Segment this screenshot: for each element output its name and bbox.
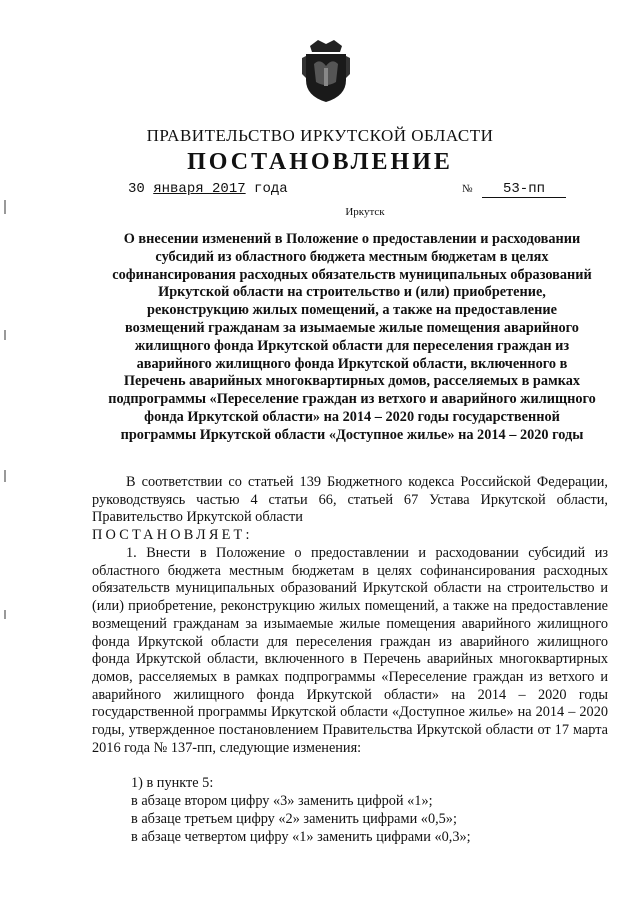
document-type: ПОСТАНОВЛЕНИЕ — [187, 149, 453, 175]
subitem-1: 1) в пункте 5: — [131, 775, 214, 791]
item-1-paragraph: 1. Внести в Положение о предоставлении и расходовании субсидий из областного бюджета местным бюджетам в целях софинансирования расходных обязательств муниципальных образований Иркутской области на строительство и (или) приобретение, реконструкцию жилых помещений, а также на предоставление возмещений гражданам за изымаемые жилые помещения аварийного жилищного фонда Иркутской области для переселения граждан из аварийного жилищного фонда Иркутской области, включенного в Перечень аварийных многоквартирных домов, расселяемых в рамках подпрограммы «Переселение граждан из ветхого и аварийного жилищного фонда Иркутской области» на 2014 – 2020 годы государственной программы Иркутской области «Доступное жилье» на 2014 – 2020 годы, утвержденное постановлением Правительства Иркутской области от 17 марта 2016 года № 137-пп, следующие изменения: — [92, 545, 608, 756]
coat-of-arms-icon — [300, 38, 352, 104]
date-month-year: января 2017 — [153, 181, 246, 197]
government-name: ПРАВИТЕЛЬСТВО ИРКУТСКОЙ ОБЛАСТИ — [146, 126, 494, 145]
preamble-paragraph: В соответствии со статьей 139 Бюджетного кодекса Российской Федерации, руководствуясь частью 4 статьи 66, статьей 67 Устава Иркутской области, Правительство Иркутской области — [92, 474, 608, 526]
change-line-b: в абзаце третьем цифру «2» заменить цифрами «0,5»; — [131, 811, 457, 827]
city: Иркутск — [345, 206, 385, 218]
change-line-a: в абзаце втором цифру «3» заменить цифрой «1»; — [131, 793, 433, 809]
document-title: О внесении изменений в Положение о предоставлении и расходовании субсидий из областного бюджета местным бюджетам в целях софинансирования расходных обязательств муниципальных образований Иркутской области на строительство и (или) приобретение, реконструкцию жилых помещений, а также на предоставление возмещений гражданам за изымаемые жилые помещения аварийного жилищного фонда Иркутской области для переселения граждан из аварийного жилищного фонда Иркутской области, включенного в Перечень аварийных многоквартирных домов, расселяемых в рамках подпрограммы «Переселение граждан из ветхого и аварийного жилищного фонда Иркутской области» на 2014 – 2020 годы государственной программы Иркутской области «Доступное жилье» на 2014 – 2020 годы — [108, 231, 596, 443]
date-suffix: года — [254, 181, 288, 197]
change-line-c: в абзаце четвертом цифру «1» заменить цифрами «0,3»; — [131, 829, 471, 845]
document-number: 53-пп — [482, 181, 566, 198]
document-date — [128, 181, 288, 197]
resolves-heading: ПОСТАНОВЛЯЕТ: — [92, 527, 253, 543]
date-day: 30 — [128, 181, 145, 197]
number-label: № — [462, 183, 473, 195]
